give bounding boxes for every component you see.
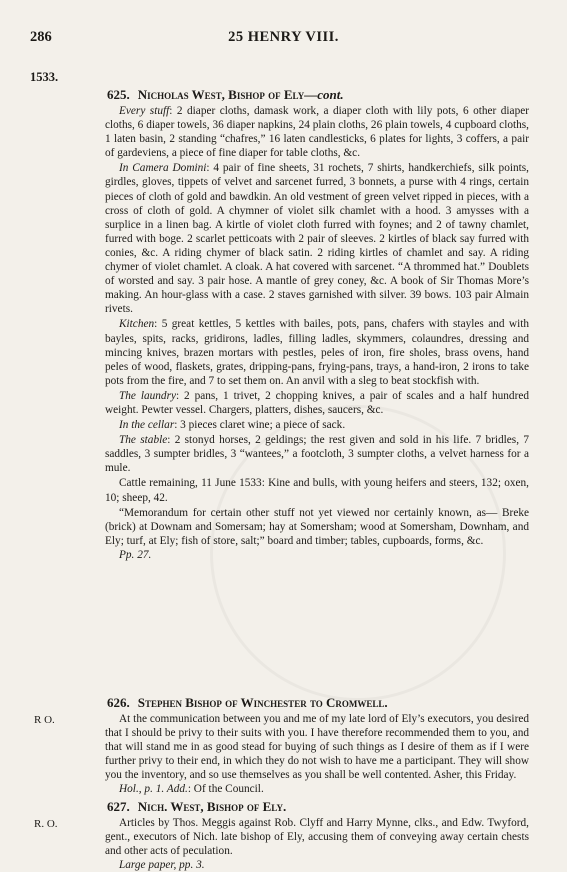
entry-626-body [105,712,529,797]
entry-title: Nicholas West, Bishop of Ely [137,87,305,102]
every-stuff-paragraph [105,104,529,160]
paragraph-label: Every stuff [119,105,170,117]
paragraph-text: : 2 stonyd horses, 2 geldings; the rest given and sold in his life. 7 bridles, 7 saddles, 3 sumpter bridles, 3 “wantees,” a footcloth, 3 sumpter cloths, a velvet harness for a mule. [105,434,529,475]
entry-627-reference: Large paper, pp. 3. [119,859,205,872]
page-header [30,29,537,47]
entry-625-heading [107,87,531,103]
paragraph-label: The stable [119,434,168,447]
entry-626-heading [107,695,531,711]
memorandum-paragraph: “Memorandum for certain other stuff not yet viewed nor certainly known, as— Breke (brick) at Downam and Somersam; hay at Somersham; wood at Somersham, Downham, and Ely; turf, at Ely; fish of store, salt;” board and timber; tables, cupboards, forms, &c. [105,506,529,547]
entry-title: Nich. West, Bishop of Ely. [137,799,287,814]
paragraph-label: The laundry [119,389,176,402]
page-number: 286 [30,29,52,45]
paragraph-label: Kitchen [119,318,155,331]
entry-title: Stephen Bishop of Winchester to Cromwell. [137,695,388,710]
paragraph-label: In the cellar [119,419,175,432]
entry-number: 627. [107,799,130,814]
paragraph-label: In Camera Domini [119,162,207,175]
entry-625-body [105,104,529,562]
paragraph-text: : 3 pieces claret wine; a piece of sack. [174,419,346,432]
entry-number: 625. [107,87,130,102]
entry-627-heading [107,799,531,815]
paragraph-text: : 5 great kettles, 5 kettles with bailes, pots, pans, chafers with stayles and with bayles, spits, racks, gridirons, ladles, filling ladles, skymmers, colaundres, dressing and mincing knives, brazen mortars with pestles, peles of iron, fire sholes, brass ovens, hand peles of wood, flaskets, grates, dripping-pans, frying-pans, trays, a hand-iron, 2 irons to take pots from the fire, and 7 to set them on. An anvil with a sleg to beat stockfish with. [105,318,529,387]
paragraph-text: : 2 diaper cloths, damask work, a diaper cloth with lily pots, 6 other diaper cloths, 6 diaper towels, 36 diaper napkins, 24 plain cloths, 26 plain towels, 4 cupboard cloths, 1 laten basin, 2 standing “chafres,” 16 laten candlesticks, 6 plates for lights, 3 coffers, a pair of gardeviens, a piece of fine diaper for table cloths, &c. [105,105,529,160]
entry-627-body [105,816,529,872]
entry-627-source-mark: R. O. [34,818,58,830]
running-title: 25 HENRY VIII. [228,29,339,45]
kitchen-paragraph [105,317,529,387]
articles-text: Articles by Thos. Meggis against Rob. Clyff and Harry Mynne, clks., and Edw. Twyford, gent., executors of Nich. late bishop of Ely, accusing them of conveying away certain chests and other acts of peculation. [105,817,529,858]
reference-text: : Of the Council. [187,783,264,796]
entry-626-reference [105,782,529,796]
entry-625-reference: Pp. 27. [119,548,152,561]
stable-paragraph [105,433,529,475]
paragraph-text: : 2 pans, 1 trivet, 2 chopping knives, a pair of scales and a half hundred weight. Pewter vessel. Chargers, platters, dishes, saucers, &c. [105,389,530,416]
reference-label: Hol., p. 1. Add. [119,783,188,796]
year-marker: 1533. [30,70,59,84]
laundry-paragraph [105,389,529,417]
paragraph-text: : 4 pair of fine sheets, 31 rochets, 7 shirts, handkerchiefs, silk points, girdles, gloves, tippets of velvet and sarcenet furred, 3 bonnets, a purse with 4 rings, certain pieces of cloth of gold and bawdkin. An old vestment of green velvet ripped in pieces, with a cross of cloth of gold. A chymner of violet silk chamlet with a hood. 3 amysses with a surplice in a linen bag. A kirtle of violet cloth furred with foynes; and 2 of tawny chamlet, furred with boge. 2 scarlet petticoats with 2 pair of sleeves. 2 kirtles of black say furred with conies, &c. A riding chymer of black satin. 2 riding kirtles of chamlet and say. A riding chymer of violet chamlet. A cloak. A hat covered with sarcenet. “A thrommed hat.” Doublets of worsted and say. 3 pair hose. A mantle of grey coney, &c. A book of Sir Thomas More’s making. An hour-glass with a case. 2 staves garnished with silver. 39 bows. 103 pair Almain rivets. [105,162,529,316]
cellar-paragraph [105,418,529,432]
entry-number: 626. [107,695,130,710]
entry-continued: —cont. [304,87,344,102]
in-camera-domini-paragraph [105,161,529,316]
cattle-paragraph: Cattle remaining, 11 June 1533: Kine and bulls, with young heifers and steers, 132; oxen, 10; sheep, 42. [105,477,529,504]
entry-626-source-mark: R O. [34,714,55,726]
letter-text: At the communication between you and me of my late lord of Ely’s executors, you desired that I should be privy to their suits with you. I have therefore recommended them to you, and that will stand me in as good stead for buying of such things as I desire of them as if I were further privy to their end, in which they do not wish to have me a participant. They will show you the inventory, and so use themselves as you shall be well contented. Asher, this Friday. [105,713,529,782]
